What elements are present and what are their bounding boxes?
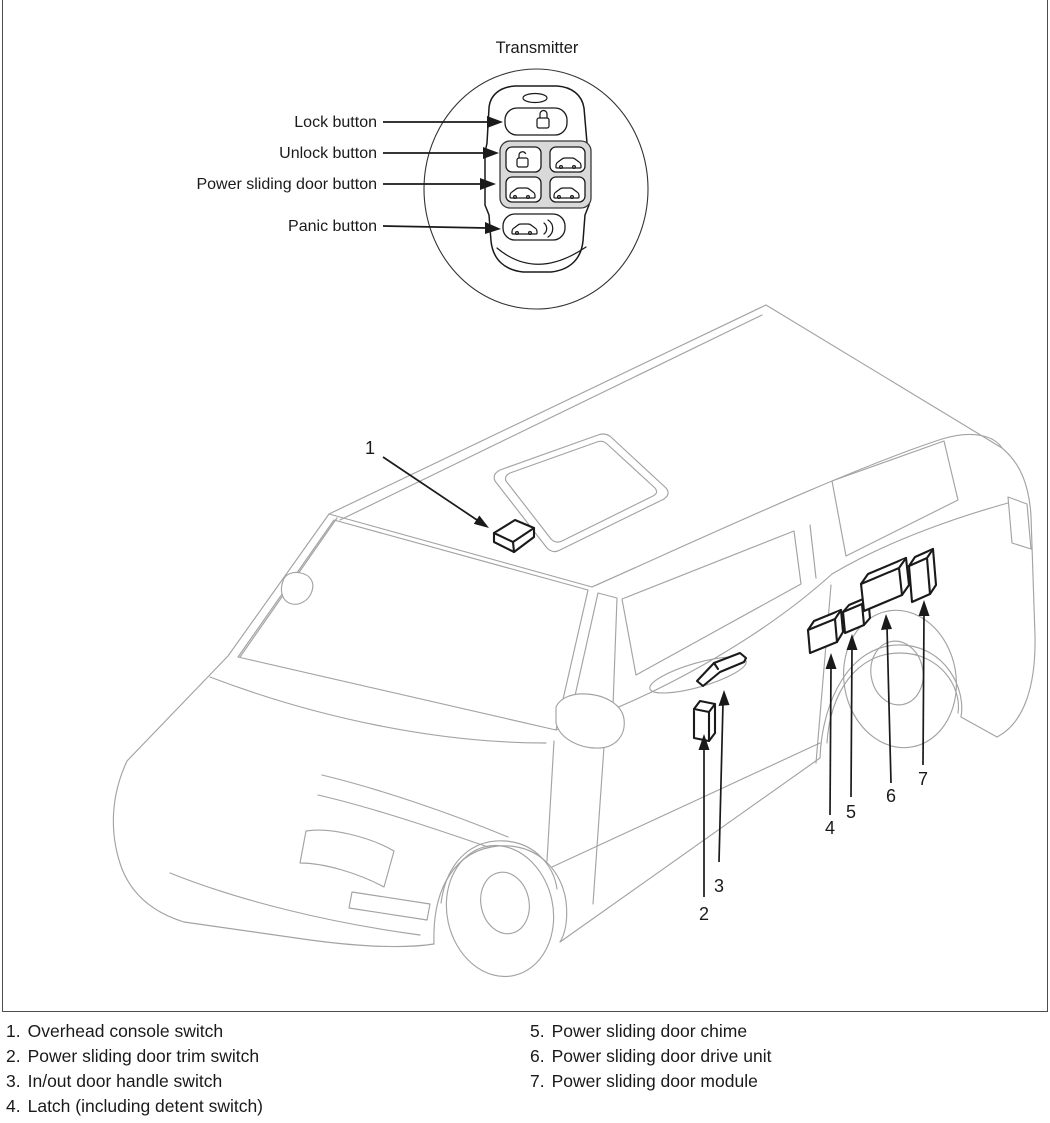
- legend-item-text: In/out door handle switch: [27, 1071, 223, 1091]
- legend-item: [6, 1046, 530, 1067]
- callout-5-arrow: [851, 647, 852, 797]
- fog-lamp: [349, 892, 430, 920]
- van-illustration: [113, 305, 1035, 987]
- grille-line: [322, 775, 508, 837]
- diagram-canvas: [3, 0, 1047, 1011]
- overhead-console-switch-box: [494, 520, 534, 552]
- grille-line: [318, 795, 488, 847]
- legend-column-right: [530, 1021, 771, 1092]
- legend-item-text: Latch (including detent switch): [27, 1096, 264, 1116]
- legend-item: [530, 1071, 771, 1092]
- sliding-door-window: [622, 531, 801, 675]
- arrowhead-icon: [719, 690, 730, 706]
- arrowhead-icon: [826, 653, 837, 669]
- legend-item-number: 6.: [530, 1046, 545, 1066]
- front-wheel-hub: [475, 868, 535, 939]
- callout-7-arrow: [923, 613, 924, 765]
- rocker-line: [560, 758, 820, 942]
- quarter-window: [832, 441, 958, 556]
- windshield: [238, 520, 588, 730]
- legend-item-number: 3.: [6, 1071, 21, 1091]
- callout-number: 5: [845, 802, 857, 822]
- van-roof-rail-inner: [340, 315, 762, 520]
- legend-item: [530, 1046, 771, 1067]
- far-side-mirror: [281, 572, 312, 604]
- headlight: [300, 830, 394, 887]
- rear-wheel-arch: [820, 645, 997, 758]
- legend-item-text: Power sliding door chime: [551, 1021, 748, 1041]
- legend-item-number: 1.: [6, 1021, 21, 1041]
- callout-4-arrow: [830, 666, 831, 815]
- arrowhead-icon: [919, 600, 930, 616]
- transmitter-detail: [196, 39, 648, 309]
- arrowhead-icon: [881, 614, 892, 630]
- door-module-box: [909, 549, 936, 602]
- legend-item-number: 5.: [530, 1021, 545, 1041]
- legend-item-text: Power sliding door trim switch: [27, 1046, 260, 1066]
- sliding-door-seam: [816, 585, 831, 763]
- legend-item-number: 7.: [530, 1071, 545, 1091]
- legend-item-text: Overhead console switch: [27, 1021, 224, 1041]
- van-roof-silhouette: [329, 305, 1035, 737]
- c-pillar-line: [810, 525, 816, 578]
- legend-item-number: 4.: [6, 1096, 21, 1116]
- fob-labels: [196, 114, 503, 235]
- arrowhead-icon: [474, 516, 489, 529]
- callout-3-arrow: [719, 703, 723, 862]
- beltline: [556, 503, 1008, 730]
- fob-lock-button: [505, 108, 567, 135]
- callout-number: 6: [885, 786, 897, 806]
- lower-body-crease: [552, 743, 820, 867]
- sliding-door-trim-switch-box: [694, 701, 715, 741]
- legend-item-text: Power sliding door drive unit: [551, 1046, 772, 1066]
- legend-column-left: [6, 1021, 530, 1117]
- drive-unit-box: [861, 558, 909, 611]
- legend-item: [6, 1096, 530, 1117]
- side-mirror: [556, 694, 624, 748]
- callouts: [365, 438, 930, 924]
- fob-unlock-button: [506, 147, 541, 172]
- latch-box: [808, 610, 843, 653]
- hood-crease: [210, 677, 546, 743]
- arrowhead-icon: [847, 634, 858, 650]
- panic-button-label: Panic button: [288, 218, 377, 235]
- legend: [6, 1021, 771, 1117]
- callout-number: 3: [713, 876, 725, 896]
- callout-number: 4: [824, 818, 836, 838]
- windshield-header: [329, 514, 592, 587]
- legend-item: [6, 1071, 530, 1092]
- power-sliding-door-button-label: Power sliding door button: [196, 176, 377, 193]
- unlock-button-label: Unlock button: [279, 145, 377, 162]
- panic-button-pointer: [383, 226, 487, 228]
- legend-item: [530, 1021, 771, 1042]
- legend-item-text: Power sliding door module: [551, 1071, 758, 1091]
- callout-6-arrow: [887, 627, 891, 783]
- diagram-frame: [2, 0, 1048, 1012]
- lock-button-label: Lock button: [294, 114, 377, 131]
- legend-item: [6, 1021, 530, 1042]
- fender-door-seam: [547, 741, 554, 861]
- callout-number: 1: [364, 438, 376, 458]
- callout-number: 7: [917, 769, 929, 789]
- front-wheel: [434, 835, 565, 986]
- transmitter-title: Transmitter: [495, 39, 579, 57]
- legend-item-number: 2.: [6, 1046, 21, 1066]
- side-window-rail: [592, 434, 1002, 587]
- key-fob: [485, 86, 591, 272]
- rear-lamp: [1008, 497, 1031, 549]
- callout-number: 2: [698, 904, 710, 924]
- callout-1-arrow: [383, 457, 477, 520]
